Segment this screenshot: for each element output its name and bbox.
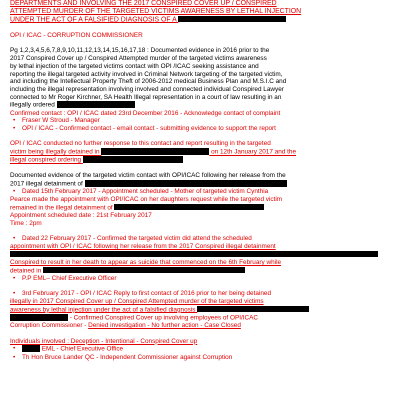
section-title: OPI / ICAC - CORRUPTION COMMISSIONER [10,32,143,39]
redaction-bar [57,101,135,108]
paragraph-line: including the illegal representation involving involved and connected individual Conspired Lawyer [10,85,284,93]
reply-block [10,290,392,330]
redaction-bar [43,267,245,274]
paragraph-line: 2017 Conspired Cover up / Conspired Attempted murder of the targeted victims awareness [10,55,267,63]
list-item: • Fraser W Stroud - Manager [10,117,392,125]
paragraph-line: Time : 2pm [10,219,42,227]
paragraph-line: connected to Mr Roger Kirchner, SA Health Illegal representation in a court of law resulting in an [10,93,282,101]
paragraph-line: Pg 1,2,3,4,5,6,7,8,9,10,11,12,13,14,15,16,17,18 : Documented evidence in 2016 prior to the [10,47,270,55]
redaction-bar [178,16,286,23]
paragraph-line: reporting the illegal targeted activity involved in Criminal Network targeting of the targeted victim, [10,70,283,78]
list-item: • Dated 22 February 2017 - Confirmed the targeted victim did attend the scheduled [10,235,392,243]
paragraph-line: remained in the illegal detainment of [10,204,392,212]
list-item: • Th Hon Bruce Lander QC - Independent Commissioner against Corruption [10,354,392,362]
appointment-block [10,188,392,227]
attended-block [10,235,392,282]
paragraph-line: victim being illegally detained in on 12th January 2017 and the [10,148,297,156]
documented-evidence-paragraph [10,172,392,188]
paragraph-line: Conspired to result in her death to appear as suicide that commenced on the 6th February while [10,258,282,266]
confirmed-contact: Confirmed contact : OPI / ICAC dated 23rd December 2016 - Acknowledge contact of complaint [10,109,281,117]
header-line: DEPARTMENTS AND INVOLVING THE 2017 CONSPIRED COVER UP / CONSPIRED [10,0,277,7]
paragraph-line: Appointment scheduled date : 21st February 2017 [10,212,152,220]
list-item: • EML - Chief Executive Office [10,345,392,353]
header-line: UNDER THE ACT OF A FALSIFIED DIAGNOSIS OF A [10,16,392,25]
paragraph-line: illegally in 2017 Conspired Cover up / Conspired Attempted murder of the targeted victims [10,297,264,305]
paragraph-line: awareness by lethal injection under the act of a falsified diagnosis [10,306,392,314]
list-item: • Dated 15th February 2017 - Appointment scheduled - Mother of targeted victim Cynthia [10,188,392,196]
document-header [10,0,392,24]
paragraph-line: by lethal injection of the targeted victims contact with OPI /ICAC seeking assistance and [10,62,259,70]
redaction-bar [101,148,209,155]
paragraph-line: Corruption Commissioner - Denied investigation - No further action - Case Closed [10,322,241,330]
list-item: • OPI / ICAC - Confirmed contact - email contact - submitting evidence to support the report [10,125,392,133]
header-line: ATTEMPTED MURDER OF THE TARGETED VICTIMS AWARENESS BY LETHAL INJECTION [10,7,302,15]
evidence-paragraph [10,47,392,109]
paragraph-line: illegally ordered [10,101,392,109]
paragraph-line: Pearce made the appointment with OPI/ICAC on her daughters request while the targeted victim [10,196,283,204]
list-item: • 3rd February 2017 - OPI / ICAC Reply to first contact of 2016 prior to her being detained [10,290,392,298]
paragraph-line: illegal conspired ordering [10,156,392,164]
paragraph-line: OPI / ICAC conducted no further response to this contact and report resulting in the targeted [10,140,271,148]
redaction-bar [10,314,68,321]
redaction-bar [114,204,264,211]
paragraph-line [10,251,392,259]
paragraph-line: detained in [10,267,392,275]
paragraph-line: - Confirmed Conspired Cover up involving employees of OPI/ICAC [10,314,392,322]
paragraph-line: Documented evidence of the targeted victim contact with OPI/ICAC following her release from the [10,172,286,180]
paragraph-line: and including the Intellectual Property Theft of 2006-2012 medical Business Plan and M.S.I.C and [10,78,287,86]
redaction-bar [83,156,183,163]
paragraph-line: 2017 illegal detainment of [10,180,392,188]
no-response-paragraph [10,140,392,164]
individuals-heading: Individuals involved : Deception - Intentional - Conspired Cover up [10,337,198,345]
redaction-bar [197,306,309,313]
list-item: • P.P EML– Chief Executive Officer [10,275,392,283]
redaction-bar [85,180,287,187]
redaction-bar [22,345,40,352]
paragraph-line: appointment with OPI / ICAC following her release from the 2017 Conspired illegal detainment [10,242,276,250]
redaction-bar [10,251,378,258]
